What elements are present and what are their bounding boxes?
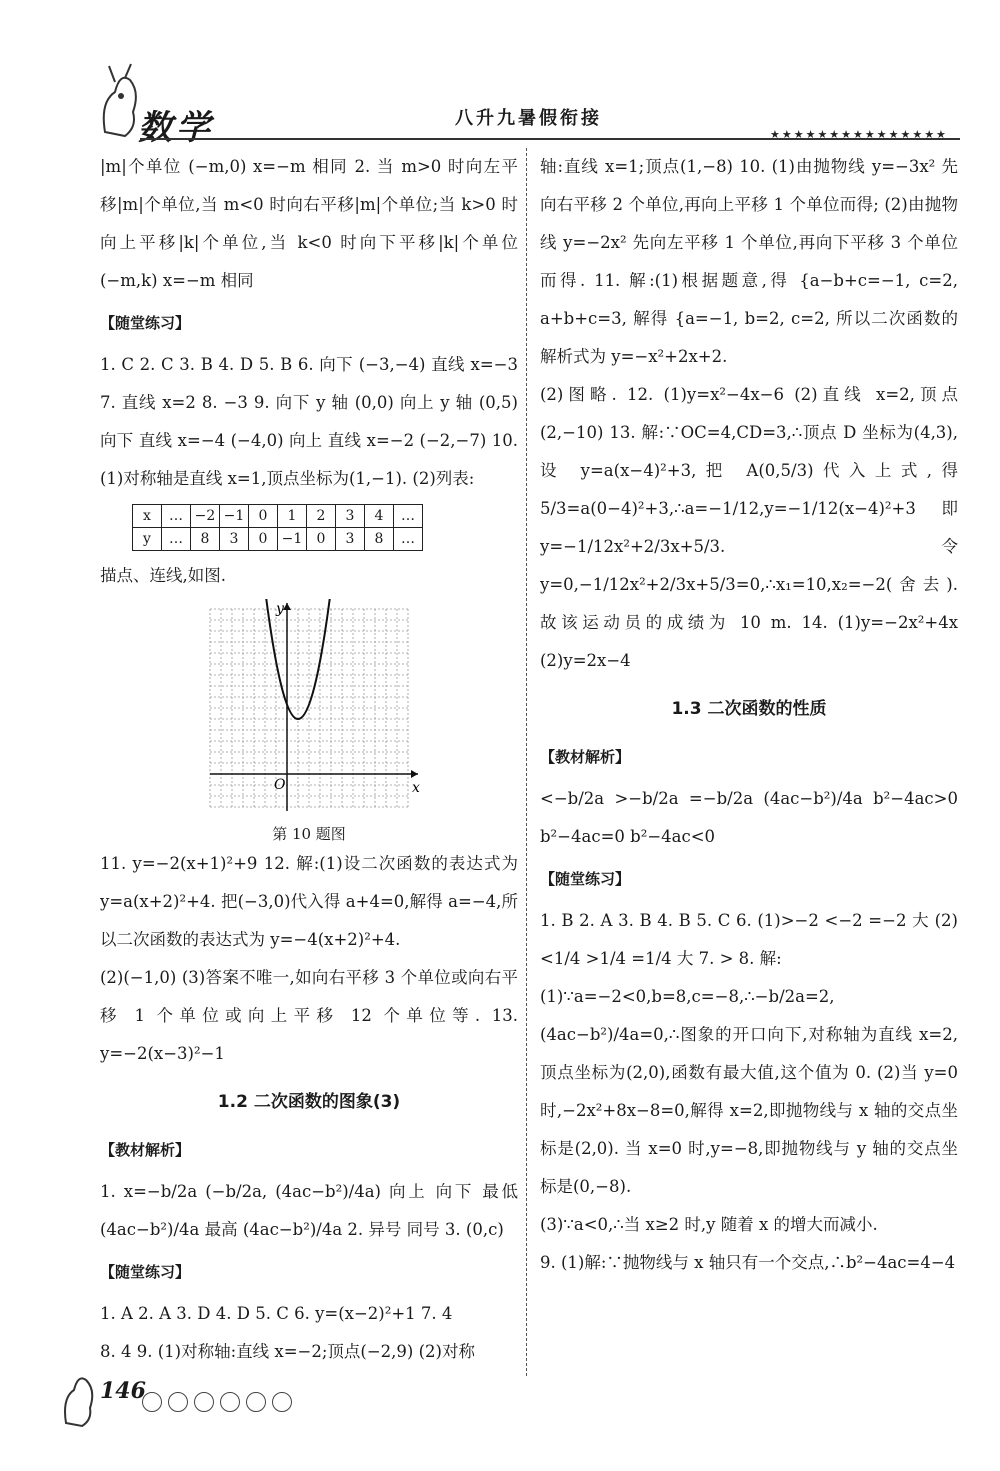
section-label: 【随堂练习】 [540, 870, 631, 888]
dot-decoration [142, 1392, 162, 1412]
section-heading: 1.3 二次函数的性质 [671, 699, 827, 719]
left-column [100, 148, 518, 1371]
figure-caption: 第 10 题图 [272, 825, 346, 843]
answer-paragraph: 1. A 2. A 3. D 4. D 5. C 6. y=(x−2)²+1 7. 4 [100, 1304, 453, 1323]
value-table [132, 504, 423, 551]
parabola-graph [100, 599, 518, 819]
table-cell: −2 [191, 505, 220, 528]
right-column [540, 148, 958, 1282]
column-divider [526, 148, 527, 1376]
table-cell: 8 [191, 528, 220, 551]
table-cell: −1 [278, 528, 307, 551]
table-cell: 0 [249, 505, 278, 528]
table-cell: … [162, 505, 191, 528]
answer-paragraph: |m|个单位 (−m,0) x=−m 相同 2. 当 m>0 时向左平移|m|个单位,当 m<0 时向右平移|m|个单位;当 k>0 时向上平移|k|个单位,当 k<0 时向下平移|k|个单位 (−m,k) x=−m 相同 [100, 157, 518, 290]
dot-decoration [194, 1392, 214, 1412]
origin-label: O [274, 777, 286, 793]
table-cell: … [162, 528, 191, 551]
table-row [133, 528, 423, 551]
answer-paragraph: (3)∵a<0,∴当 x≥2 时,y 随着 x 的增大而减小. [540, 1215, 878, 1234]
answer-paragraph: 9. (1)解:∵抛物线与 x 轴只有一个交点,∴b²−4ac=4−4 [540, 1253, 956, 1272]
section-label: 【教材解析】 [540, 748, 631, 766]
section-label: 【随堂练习】 [100, 314, 191, 332]
table-cell: … [394, 528, 423, 551]
section-label: 【教材解析】 [100, 1141, 191, 1159]
page-header [0, 0, 1000, 150]
section-heading: 1.2 二次函数的图象(3) [217, 1092, 401, 1112]
answer-paragraph: <−b/2a >−b/2a =−b/2a (4ac−b²)/4a b²−4ac>0 b²−4ac=0 b²−4ac<0 [540, 789, 958, 846]
page-footer [60, 1368, 300, 1428]
section-label: 【随堂练习】 [100, 1263, 191, 1281]
answer-paragraph: (2)图略. 12. (1)y=x²−4x−6 (2)直线 x=2,顶点(2,−10) 13. 解:∵OC=4,CD=3,∴顶点 D 坐标为(4,3),设 y=a(x−4)²+3,把 A(0,5/3)代入上式,得 5/3=a(0−4)²+3,∴a=−1/12,y=−1/12(x−4)²+3 即 y=−1/12x²+2/3x+5/3. 令 y=0,−1/12x²+2/3x+5/3=0,∴x₁=10,x₂=−2(舍去). 故该运动员的成绩为 10 m. 14. (1)y=−2x²+4x (2)y=2x−4 [540, 385, 958, 670]
table-cell: 2 [307, 505, 336, 528]
table-cell: 3 [336, 528, 365, 551]
table-cell: −1 [220, 505, 249, 528]
dot-decoration [220, 1392, 240, 1412]
table-row [133, 505, 423, 528]
mascot-footer-icon [60, 1368, 100, 1428]
axis-label-x: x [412, 780, 420, 796]
table-cell: 3 [220, 528, 249, 551]
table-cell: 0 [249, 528, 278, 551]
dot-decoration [246, 1392, 266, 1412]
answer-paragraph: 1. x=−b/2a (−b/2a, (4ac−b²)/4a) 向上 向下 最低 (4ac−b²)/4a 最高 (4ac−b²)/4a 2. 异号 同号 3. (0,c) [100, 1182, 518, 1239]
answer-paragraph: 1. B 2. A 3. B 4. B 5. C 6. (1)>−2 <−2 =−2 大 (2)<1/4 >1/4 =1/4 大 7. > 8. 解: [540, 911, 958, 968]
table-cell: … [394, 505, 423, 528]
answer-paragraph: 轴:直线 x=1;顶点(1,−8) 10. (1)由抛物线 y=−3x² 先向右平移 2 个单位,再向上平移 1 个单位而得; (2)由抛物线 y=−2x² 先向左平移 1 个单位,再向下平移 3 个单位而得. 11. 解:(1)根据题意,得 {a−b+c=−1, c=2, a+b+c=3, 解得 {a=−1, b=2, c=2, 所以二次函数的解析式为 y=−x²+2x+2. [540, 157, 958, 366]
axis-label-y: y [276, 601, 284, 617]
answer-paragraph: (1)∵a=−2<0,b=8,c=−8,∴−b/2a=2,(4ac−b²)/4a=0,∴图象的开口向下,对称轴为直线 x=2,顶点坐标为(2,0),函数有最大值,这个值为 0. (2)当 y=0 时,−2x²+8x−8=0,解得 x=2,即抛物线与 x 轴的交点坐标是(2,0). 当 x=0 时,y=−8,即抛物线与 y 轴的交点坐标是(0,−8). [540, 987, 958, 1196]
table-cell: 0 [307, 528, 336, 551]
table-cell: 3 [336, 505, 365, 528]
table-cell: 1 [278, 505, 307, 528]
answer-paragraph: (2)(−1,0) (3)答案不唯一,如向右平移 3 个单位或向右平移 1 个单位或向上平移 12 个单位等. 13. y=−2(x−3)²−1 [100, 968, 518, 1063]
answer-paragraph: 11. y=−2(x+1)²+9 12. 解:(1)设二次函数的表达式为 y=a(x+2)²+4. 把(−3,0)代入得 a+4=0,解得 a=−4,所以二次函数的表达式为 y=−4(x+2)²+4. [100, 854, 518, 949]
table-cell: 8 [365, 528, 394, 551]
subject-brand: 数学 [138, 108, 214, 148]
book-subtitle: 八升九暑假衔接 [455, 108, 602, 129]
page-number: 146 [100, 1378, 146, 1404]
star-decoration: ★★★★★★★★★★★★★★★ [770, 128, 948, 141]
header-rule [140, 138, 960, 140]
answer-paragraph: 描点、连线,如图. [100, 566, 226, 585]
table-cell: x [133, 505, 162, 528]
table-cell: 4 [365, 505, 394, 528]
dot-decoration [168, 1392, 188, 1412]
table-cell: y [133, 528, 162, 551]
parabola-figure [100, 599, 518, 819]
answer-paragraph: 8. 4 9. (1)对称轴:直线 x=−2;顶点(−2,9) (2)对称 [100, 1342, 475, 1361]
answer-paragraph: 1. C 2. C 3. B 4. D 5. B 6. 向下 (−3,−4) 直线 x=−3 7. 直线 x=2 8. −3 9. 向下 y 轴 (0,0) 向上 y 轴 (0,5) 向下 直线 x=−4 (−4,0) 向上 直线 x=−2 (−2,−7) 10. (1)对称轴是直线 x=1,顶点坐标为(1,−1). (2)列表: [100, 355, 518, 488]
dot-decoration [272, 1392, 292, 1412]
